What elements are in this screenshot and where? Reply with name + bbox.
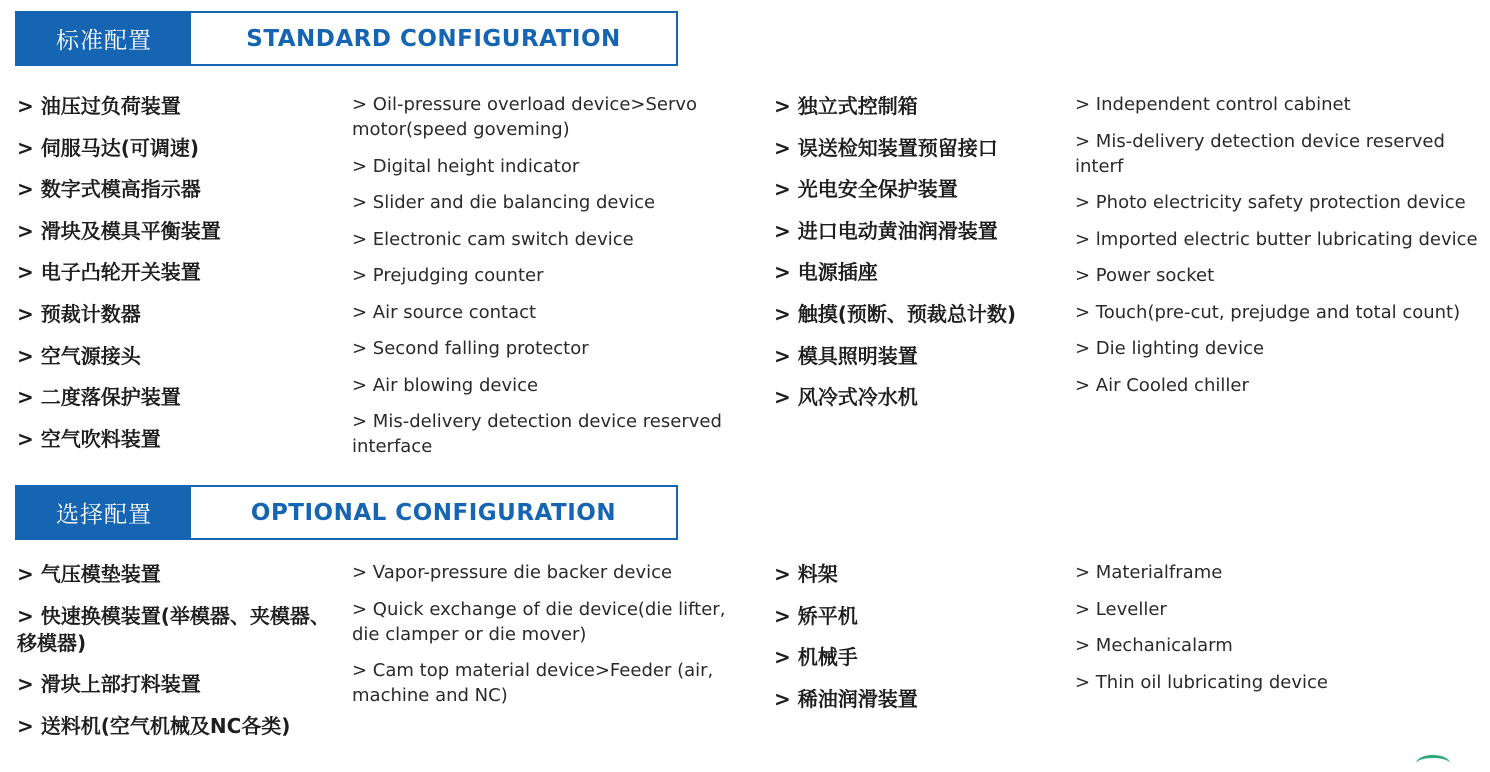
config-item: > Thin oil lubricating device: [1075, 671, 1328, 693]
config-item: > 空气吹料装置: [17, 426, 161, 451]
config-item: > Prejudging counter: [352, 265, 544, 286]
config-item: > 气压模垫装置: [17, 562, 161, 586]
config-item: > Air source contact: [352, 301, 537, 323]
config-item: > Quick exchange of die device(die lifter, die clamper or die mover): [352, 598, 726, 645]
optional-en-list-left: [352, 560, 737, 720]
config-item: > 触摸(预断、预裁总计数): [774, 301, 1017, 326]
standard-config-zh-title: 标准配置: [17, 13, 191, 64]
config-item: > 模具照明装置: [774, 343, 918, 368]
config-item: > Digital height indicator: [352, 155, 580, 177]
config-item: > Independent control cabinet: [1075, 94, 1351, 115]
optional-zh-list-left: [17, 561, 337, 754]
optional-zh-list-right: [774, 561, 1064, 727]
config-item: > 送料机(空气机械及NC各类): [17, 713, 291, 738]
config-item: > 料架: [774, 562, 838, 586]
config-item: > Cam top material device>Feeder (air, machine and NC): [352, 660, 714, 706]
optional-config-header: [15, 485, 678, 540]
config-item: > 稀油润滑装置: [774, 686, 918, 711]
config-item: > Vapor-pressure die backer device: [352, 562, 673, 583]
config-item: > 伺服马达(可调速): [17, 135, 200, 160]
standard-zh-list-left: [17, 93, 337, 467]
config-item: > Mis-delivery detection device reserved interface: [352, 411, 722, 457]
config-item: > Leveller: [1075, 598, 1167, 620]
config-item: > 空气源接头: [17, 343, 141, 368]
config-item: > 二度落保护装置: [17, 385, 181, 410]
config-item: > 矫平机: [774, 603, 858, 628]
config-item: > 滑块上部打料装置: [17, 672, 201, 697]
optional-config-en-title: OPTIONAL CONFIGURATION: [250, 499, 617, 526]
config-item: > 独立式控制箱: [774, 94, 918, 118]
config-item: > Photo electricity safety protection device: [1075, 192, 1466, 213]
config-item: > Touch(pre-cut, prejudge and total count): [1075, 301, 1461, 323]
config-item: > 机械手: [774, 645, 858, 670]
config-item: > 误送检知装置预留接口: [774, 135, 998, 160]
config-item: > Mechanicalarm: [1075, 635, 1233, 656]
standard-config-en-title: STANDARD CONFIGURATION: [246, 25, 621, 52]
config-item: > Materialframe: [1075, 562, 1223, 583]
config-item: > Power socket: [1075, 265, 1215, 286]
config-item: > lmported electric butter lubricating device: [1075, 228, 1478, 250]
config-item: > Second falling protector: [352, 338, 589, 359]
config-item: > Mis-delivery detection device reserved interf: [1075, 130, 1445, 177]
standard-config-header: [15, 11, 678, 66]
page-corner-mark: [1416, 755, 1450, 772]
config-item: > 预裁计数器: [17, 301, 141, 326]
config-item: > 风冷式冷水机: [774, 385, 918, 410]
config-item: > Slider and die balancing device: [352, 192, 656, 213]
config-item: > Electronic cam switch device: [352, 228, 634, 250]
config-item: > 电源插座: [774, 260, 878, 285]
standard-en-list-right: [1075, 92, 1480, 409]
config-item: > Air blowing device: [352, 374, 539, 396]
config-item: > 电子凸轮开关装置: [17, 260, 201, 285]
optional-en-list-right: [1075, 560, 1480, 706]
config-item: > Die lighting device: [1075, 338, 1265, 359]
standard-en-list-left: [352, 92, 737, 471]
config-item: > Oil-pressure overload device>Servo motor(speed goveming): [352, 94, 698, 140]
config-item: > 进口电动黄油润滑装置: [774, 218, 998, 243]
config-item: > 光电安全保护装置: [774, 177, 958, 202]
config-item: > 油压过负荷装置: [17, 94, 181, 118]
config-item: > 数字式模高指示器: [17, 177, 201, 202]
config-item: > 快速换模装置(举模器、夹模器、移模器): [17, 603, 330, 655]
standard-zh-list-right: [774, 93, 1064, 426]
config-item: > Air Cooled chiller: [1075, 374, 1249, 396]
optional-config-zh-title: 选择配置: [17, 487, 191, 538]
config-item: > 滑块及模具平衡装置: [17, 218, 221, 243]
